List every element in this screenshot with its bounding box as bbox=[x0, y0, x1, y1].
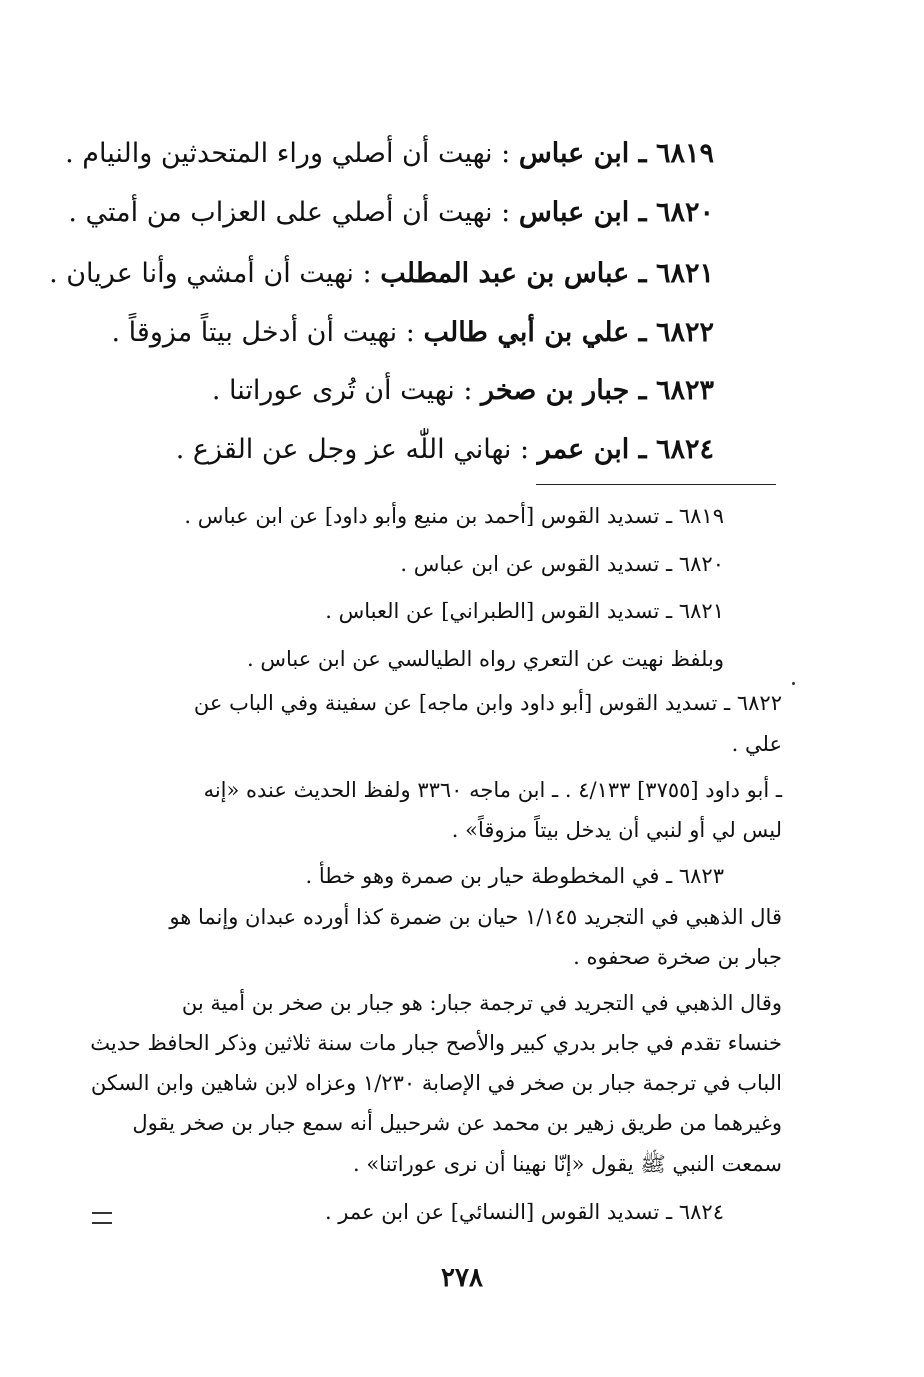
continuation-mark bbox=[92, 1212, 112, 1224]
entry-text: نهاني اللّٰه عز وجل عن القزع . bbox=[175, 434, 512, 465]
footnote-line: سمعت النبي ﷺ يقول «إنّا نهينا أن نرى عوراتنا» . bbox=[352, 1152, 782, 1176]
entry-number: ٦٨٢٠ bbox=[655, 197, 714, 228]
footnote-line: ـ أبو داود [٣٧٥٥] ٤/١٣٣ . ـ ابن ماجه ٣٣٦٠ ولفظ الحديث عنده «إنه bbox=[203, 778, 782, 802]
entry-text: نهيت أن أصلي على العزاب من أمتي . bbox=[68, 197, 493, 228]
footnote-separator bbox=[536, 484, 776, 485]
footnote-line: ٦٨٢٢ ـ تسديد القوس [أبو داود وابن ماجه] عن سفينة وفي الباب عن bbox=[193, 691, 782, 715]
entry-number: ٦٨٢٣ bbox=[655, 375, 714, 406]
entry-text: نهيت أن أدخل بيتاً مزوقاً . bbox=[111, 317, 398, 348]
footnote-line: جبار بن صخرة صحفوه . bbox=[573, 945, 782, 969]
footnote-line: وقال الذهبي في التجريد في ترجمة جبار: هو جبار بن صخر بن أمية بن bbox=[181, 991, 782, 1015]
footnote-line: علي . bbox=[731, 732, 782, 756]
footnote-line: ٦٨٢١ ـ تسديد القوس [الطبراني] عن العباس . bbox=[325, 599, 724, 623]
hadith-entry: ٦٨٢٠ ـ ابن عباس : نهيت أن أصلي على العزاب من أمتي . bbox=[68, 197, 714, 228]
entry-text: نهيت أن تُرى عوراتنا . bbox=[211, 375, 455, 406]
entry-narrator: عباس بن عبد المطلب bbox=[380, 258, 630, 289]
footnote-line: ليس لي أو لنبي أن يدخل بيتاً مزوقاً» . bbox=[451, 818, 782, 842]
footnote-line: الباب في ترجمة جبار بن صخر في الإصابة ١/٢٣٠ وعزاه لابن شاهين وابن السكن bbox=[90, 1071, 782, 1095]
hadith-entry: ٦٨٢٢ ـ علي بن أبي طالب : نهيت أن أدخل بيتاً مزوقاً . bbox=[111, 317, 714, 348]
entry-narrator: ابن عمر bbox=[537, 434, 630, 465]
entry-narrator: ابن عباس bbox=[518, 138, 630, 169]
footnote-line: ٦٨٢٤ ـ تسديد القوس [النسائي] عن ابن عمر . bbox=[324, 1200, 724, 1224]
footnote-line: وبلفظ نهيت عن التعري رواه الطيالسي عن ابن عباس . bbox=[246, 647, 724, 671]
footnote-line: خنساء تقدم في جابر بدري كبير والأصح جبار مات سنة ثلاثين وذكر الحافظ حديث bbox=[90, 1031, 782, 1055]
footnote-line: ٦٨١٩ ـ تسديد القوس [أحمد بن منيع وأبو داود] عن ابن عباس . bbox=[184, 504, 724, 528]
page-number: ٢٧٨ bbox=[441, 1263, 483, 1293]
hadith-entry: ٦٨٢٤ ـ ابن عمر : نهاني اللّٰه عز وجل عن القزع . bbox=[175, 434, 714, 465]
entry-text: نهيت أن أمشي وأنا عريان . bbox=[49, 258, 354, 289]
hadith-entry: ٦٨١٩ ـ ابن عباس : نهيت أن أصلي وراء المتحدثين والنيام . bbox=[65, 138, 714, 169]
hadith-entry: ٦٨٢٣ ـ جبار بن صخر : نهيت أن تُرى عوراتنا . bbox=[211, 375, 714, 406]
footnote-line: ٦٨٢٣ ـ في المخطوطة حيار بن صمرة وهو خطأ . bbox=[305, 864, 724, 888]
footnote-line: وغيرهما من طريق زهير بن محمد عن شرحبيل أنه سمع جبار بن صخر يقول bbox=[132, 1111, 782, 1135]
entry-number: ٦٨١٩ bbox=[655, 138, 714, 169]
footnote-line: قال الذهبي في التجريد ١/١٤٥ حيان بن ضمرة كذا أورده عبدان وإنما هو bbox=[169, 905, 782, 929]
entry-number: ٦٨٢٤ bbox=[655, 434, 714, 465]
footnote-line: ٦٨٢٠ ـ تسديد القوس عن ابن عباس . bbox=[400, 552, 724, 576]
entry-narrator: جبار بن صخر bbox=[481, 375, 630, 406]
entry-narrator: علي بن أبي طالب bbox=[423, 317, 630, 348]
margin-dot bbox=[792, 682, 795, 685]
entry-number: ٦٨٢٢ bbox=[655, 317, 714, 348]
entry-number: ٦٨٢١ bbox=[655, 258, 714, 289]
entry-text: نهيت أن أصلي وراء المتحدثين والنيام . bbox=[65, 138, 493, 169]
hadith-entry: ٦٨٢١ ـ عباس بن عبد المطلب : نهيت أن أمشي وأنا عريان . bbox=[49, 258, 714, 289]
entry-narrator: ابن عباس bbox=[518, 197, 630, 228]
